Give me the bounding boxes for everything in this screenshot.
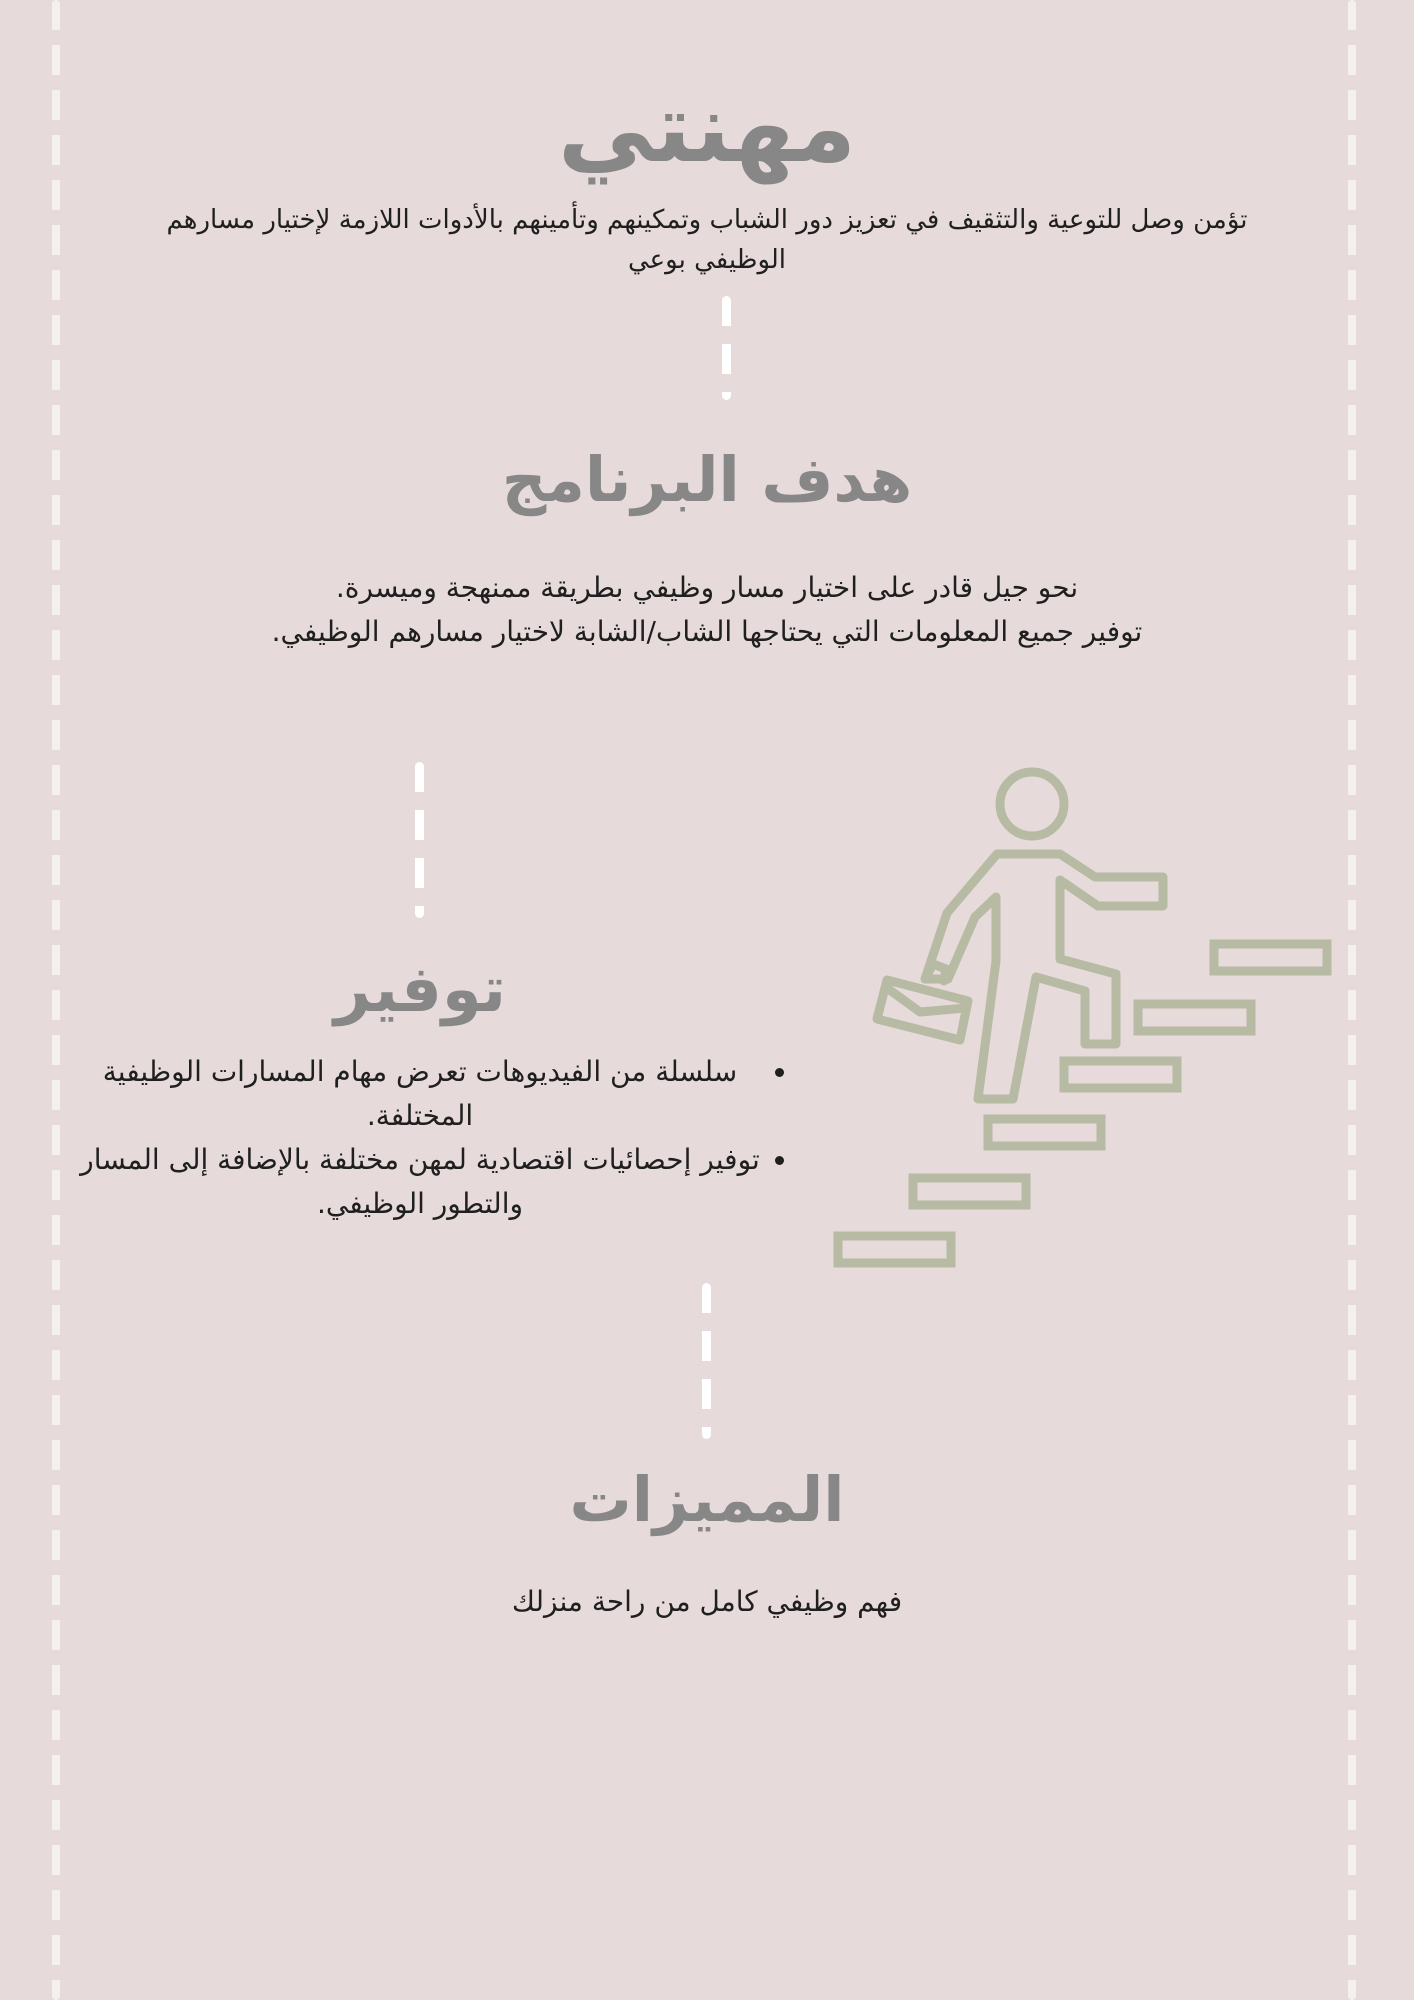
- list-item: • توفير إحصائيات اقتصادية لمهن مختلفة بالإضافة إلى المسار والتطور الوظيفي.: [80, 1138, 760, 1226]
- page-subtitle: تؤمن وصل للتوعية والتثقيف في تعزيز دور الشباب وتمكينهم وتأمينهم بالأدوات اللازمة لإختيار مسارهم الوظيفي بوعي: [166, 205, 1248, 275]
- left-border-dashes: [52, 0, 60, 2000]
- goal-text: [160, 566, 1254, 654]
- stair-step: [838, 1236, 951, 1263]
- page-title: مهنتي: [557, 72, 857, 184]
- provide-heading: توفير: [334, 953, 506, 1027]
- stair-step: [913, 1178, 1026, 1205]
- stair-step: [1064, 1061, 1177, 1088]
- goal-line: نحو جيل قادر على اختيار مسار وظيفي بطريقة ممنهجة وميسرة.: [335, 571, 1079, 604]
- connector-dash: [702, 1283, 711, 1439]
- features-text: فهم وظيفي كامل من راحة منزلك: [511, 1585, 903, 1618]
- goal-line: توفير جميع المعلومات التي يحتاجها الشاب/الشابة لاختيار مسارهم الوظيفي.: [271, 615, 1143, 648]
- provide-list: [80, 1050, 810, 1226]
- person-head: [1000, 772, 1064, 836]
- right-border-dashes: [1348, 0, 1356, 2000]
- stair-step: [1138, 1004, 1251, 1031]
- stair-step: [988, 1119, 1101, 1146]
- connector-dash: [722, 296, 731, 400]
- connector-dash: [415, 762, 424, 918]
- list-item: • سلسلة من الفيديوهات تعرض مهام المسارات الوظيفية المختلفة.: [80, 1050, 760, 1138]
- person-climbing-stairs-icon: [820, 760, 1340, 1280]
- features-heading: المميزات: [569, 1463, 845, 1536]
- stair-step: [1214, 944, 1327, 971]
- goal-heading: هدف البرنامج: [501, 443, 913, 516]
